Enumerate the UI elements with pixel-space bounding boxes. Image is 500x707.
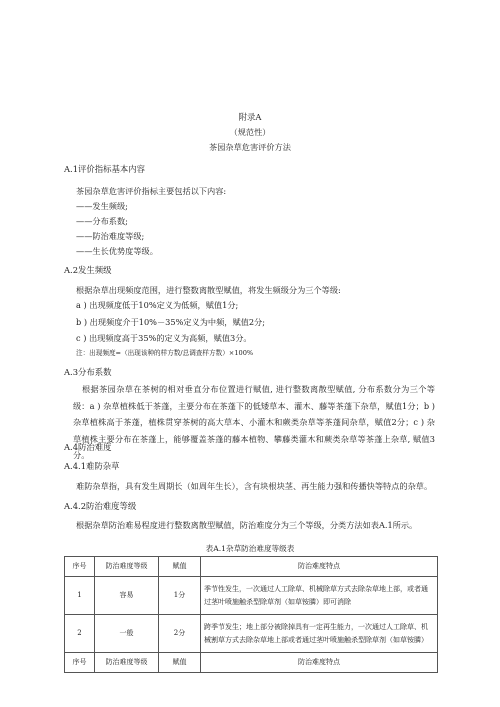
table-header-cell: 序号 bbox=[65, 557, 95, 577]
list-item: c ) 出现频度高于35%的定义为高频，赋值3分。 bbox=[76, 333, 252, 343]
list-item: ——防治难度等级; bbox=[76, 231, 145, 241]
table-row bbox=[65, 615, 438, 653]
list-item: ——发生频级; bbox=[76, 201, 128, 211]
section-a3-body: 根据茶园杂草在茶树的相对垂直分布位置进行赋值, 进行整数离散型赋值, 分布系数分为三个等级：a ) 杂草植株低于茶蓬，主要分布在茶蓬下的低矮草本、灌木、藤等茶蓬下杂草，赋值1分；b ) 杂草植株高于茶蓬，植株贯穿茶树的高大草本、小灌木和蕨类杂草等茶蓬间杂草，赋值2分；c ) 杂草植株主要分布在茶蓬上，能够覆盖茶蓬的藤本植物、攀藤类灌木和蕨类杂草等茶蓬上杂草, 赋值3分。 bbox=[73, 384, 435, 460]
table-cell: 2分 bbox=[159, 615, 201, 653]
table-cell: 容易 bbox=[95, 577, 159, 615]
table-header-row bbox=[65, 557, 438, 577]
table-header-cell: 防治难度等级 bbox=[95, 653, 159, 673]
table-cell: 一般 bbox=[95, 615, 159, 653]
appendix-heading: 茶园杂草危害评价方法 bbox=[209, 142, 291, 152]
table-cell: 季节性发生，一次通过人工除草、机械除草方式去除杂草地上部，或者通过茎叶喷施触杀型除草剂（如草铵膦）即可消除 bbox=[201, 577, 438, 615]
list-item: b ) 出现频度介于10%－35%定义为中频，赋值2分; bbox=[76, 317, 266, 327]
section-a4-1-heading: A.4.1难防杂草 bbox=[64, 461, 120, 471]
table-cell: 跨季节发生；地上部分被除掉具有一定再生能力，一次通过人工除草、机械割草方式去除杂草地上部或者通过茎叶喷施触杀型除草剂（如草铵膦） bbox=[201, 615, 438, 653]
section-a4-1-body: 难防杂草指，具有发生周期长（如周年生长），含有块根块茎、再生能力强和传播快等特点的杂草。 bbox=[76, 481, 433, 491]
table-header-row-repeat bbox=[65, 653, 438, 673]
section-a2-heading: A.2发生频级 bbox=[64, 265, 112, 275]
section-a2-intro: 根据杂草出现频度范围，进行整数离散型赋值，将发生频级分为三个等级: bbox=[76, 285, 341, 295]
list-item: ——生长优势度等级。 bbox=[76, 246, 158, 256]
table-header-cell: 赋值 bbox=[159, 557, 201, 577]
appendix-title: 附录A bbox=[238, 112, 262, 122]
table-cell: 2 bbox=[65, 615, 95, 653]
table-header-cell: 防治难度特点 bbox=[201, 557, 438, 577]
section-a4-2-body: 根据杂草防治难易程度进行整数离散型赋值，防治难度分为三个等级，分类方法如表A.1所示。 bbox=[76, 520, 418, 530]
table-header-cell: 防治难度等级 bbox=[95, 557, 159, 577]
section-a1-heading: A.1评价指标基本内容 bbox=[64, 164, 146, 174]
list-item: ——分布系数; bbox=[76, 216, 128, 226]
appendix-subtitle: （规范性） bbox=[229, 127, 271, 137]
list-item: a ) 出现频度低于10%定义为低频，赋值1分; bbox=[76, 300, 239, 310]
table-header-cell: 防治难度特点 bbox=[201, 653, 438, 673]
table-cell: 1分 bbox=[159, 577, 201, 615]
table-caption: 表A.1杂草防治难度等级表 bbox=[205, 544, 295, 553]
section-a2-note: 注：出现频度=（出现该种的样方数/总调查样方数）×100% bbox=[76, 349, 254, 357]
table-row bbox=[65, 577, 438, 615]
section-a3-heading: A.3分布系数 bbox=[64, 367, 112, 377]
difficulty-table bbox=[64, 556, 438, 673]
table-header-cell: 赋值 bbox=[159, 653, 201, 673]
table-cell: 1 bbox=[65, 577, 95, 615]
section-a1-intro: 茶园杂草危害评价指标主要包括以下内容: bbox=[76, 186, 227, 196]
section-a4-heading: A.4防治难度 bbox=[64, 442, 112, 452]
table-header-cell: 序号 bbox=[65, 653, 95, 673]
section-a4-2-heading: A.4.2防治难度等级 bbox=[64, 501, 137, 511]
